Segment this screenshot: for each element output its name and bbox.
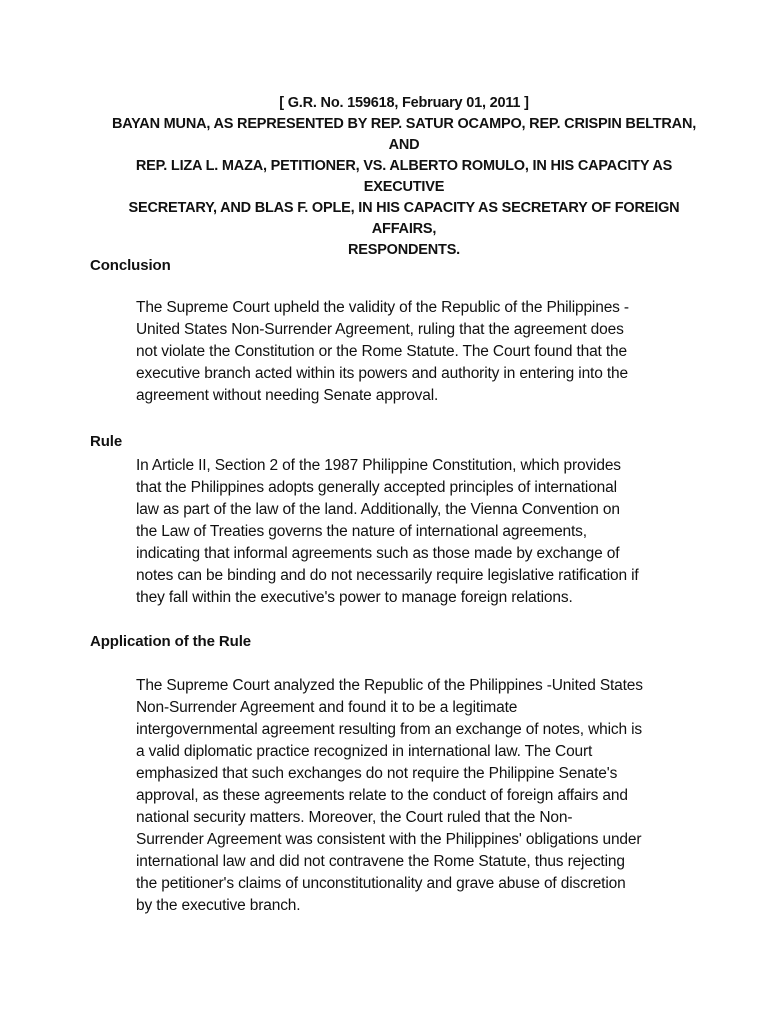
- case-parties-line: RESPONDENTS.: [347, 242, 460, 258]
- paragraph-line: the petitioner's claims of unconstitutionality and grave abuse of discretion: [136, 875, 626, 892]
- paragraph-line: The Supreme Court analyzed the Republic of the Philippines -United States: [136, 677, 643, 694]
- conclusion-paragraph: [136, 297, 696, 407]
- paragraph-line: they fall within the executive's power to manage foreign relations.: [136, 589, 573, 606]
- paragraph-line: In Article II, Section 2 of the 1987 Philippine Constitution, which provides: [136, 457, 621, 474]
- paragraph-line: notes can be binding and do not necessarily require legislative ratification if: [136, 567, 639, 584]
- paragraph-line: intergovernmental agreement resulting from an exchange of notes, which is: [136, 721, 642, 738]
- paragraph-line: United States Non-Surrender Agreement, ruling that the agreement does: [136, 321, 624, 338]
- paragraph-line: approval, as these agreements relate to the conduct of foreign affairs and: [136, 787, 628, 804]
- paragraph-line: Surrender Agreement was consistent with the Philippines' obligations under: [136, 831, 642, 848]
- paragraph-line: international law and did not contravene the Rome Statute, thus rejecting: [136, 853, 625, 870]
- conclusion-heading: Conclusion: [90, 257, 171, 274]
- rule-paragraph: [136, 455, 696, 609]
- paragraph-line: national security matters. Moreover, the Court ruled that the Non-: [136, 809, 573, 826]
- rule-heading: Rule: [90, 433, 123, 450]
- case-parties-line: REP. LIZA L. MAZA, PETITIONER, VS. ALBERTO ROMULO, IN HIS CAPACITY AS EXECUTIVE: [135, 158, 673, 195]
- paragraph-line: not violate the Constitution or the Rome Statute. The Court found that the: [136, 343, 627, 360]
- paragraph-line: Non-Surrender Agreement and found it to be a legitimate: [136, 699, 518, 716]
- paragraph-line: emphasized that such exchanges do not require the Philippine Senate's: [136, 765, 618, 782]
- paragraph-line: that the Philippines adopts generally accepted principles of international: [136, 479, 617, 496]
- paragraph-line: the Law of Treaties governs the nature of international agreements,: [136, 523, 587, 540]
- paragraph-line: by the executive branch.: [136, 897, 301, 914]
- paragraph-line: law as part of the law of the land. Additionally, the Vienna Convention on: [136, 501, 620, 518]
- paragraph-line: a valid diplomatic practice recognized in international law. The Court: [136, 743, 593, 760]
- case-caption: [104, 93, 704, 261]
- application-heading: Application of the Rule: [90, 633, 252, 650]
- application-paragraph: [136, 675, 696, 917]
- case-parties-line: SECRETARY, AND BLAS F. OPLE, IN HIS CAPACITY AS SECRETARY OF FOREIGN AFFAIRS,: [128, 200, 680, 237]
- case-parties-line: BAYAN MUNA, AS REPRESENTED BY REP. SATUR OCAMPO, REP. CRISPIN BELTRAN, AND: [111, 116, 697, 153]
- paragraph-line: agreement without needing Senate approval.: [136, 387, 439, 404]
- case-citation: [ G.R. No. 159618, February 01, 2011 ]: [279, 95, 529, 111]
- paragraph-line: indicating that informal agreements such as those made by exchange of: [136, 545, 620, 562]
- paragraph-line: The Supreme Court upheld the validity of the Republic of the Philippines -: [136, 299, 629, 316]
- paragraph-line: executive branch acted within its powers and authority in entering into the: [136, 365, 628, 382]
